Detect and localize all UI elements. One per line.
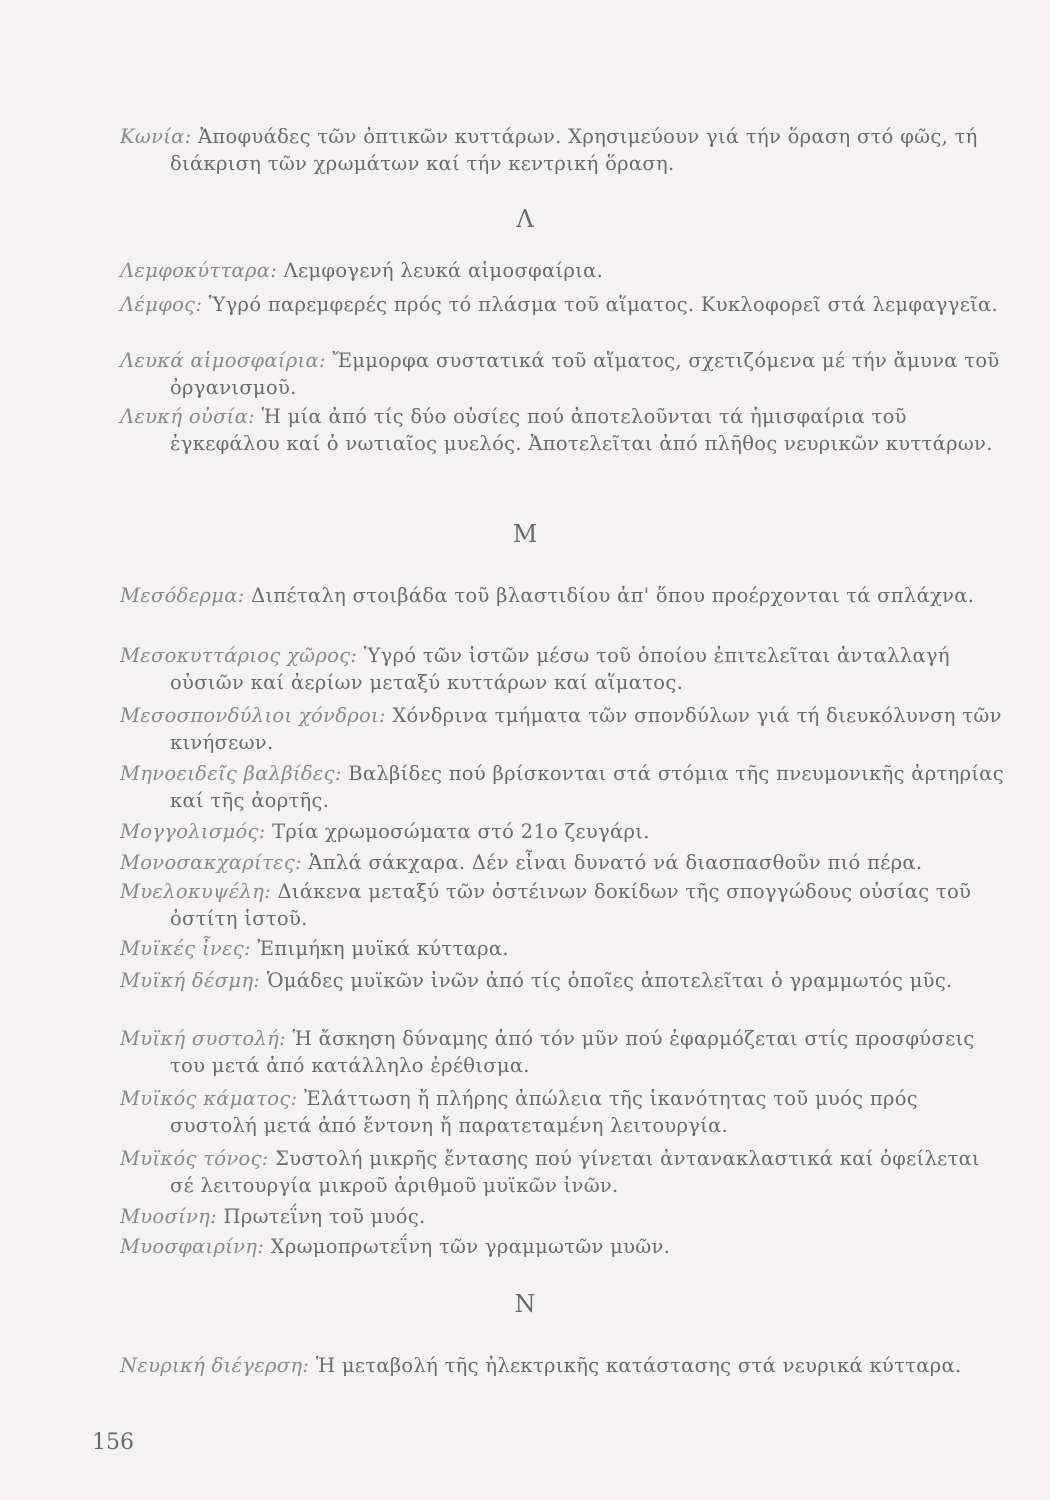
entry-definition: Πρωτεΐνη τοῦ μυός. [223, 1205, 426, 1228]
glossary-entry [120, 1025, 1010, 1079]
entry-definition: Ἐλάττωση ἤ πλήρης ἀπώλεια τῆς ἱκανότητας τοῦ μυός πρός συστολή μετά ἀπό ἔντονη ἤ παρατεταμένη λειτουργία. [170, 1087, 918, 1137]
entry-definition: Τρία χρωμοσώματα στό 21ο ζευγάρι. [272, 820, 650, 843]
glossary-entry [120, 291, 1010, 318]
glossary-entry [120, 257, 1010, 284]
entry-term: Λέμφος: [120, 293, 203, 316]
entry-definition: Ἔμμορφα συστατικά τοῦ αἵματος, σχετιζόμενα μέ τήν ἄμυνα τοῦ ὀργανισμοῦ. [170, 349, 1000, 399]
entry-term: Μυοσίνη: [120, 1205, 218, 1228]
glossary-entry [120, 967, 1010, 994]
entry-definition: Συστολή μικρῆς ἔντασης πού γίνεται ἀντανακλαστικά καί ὀφείλεται σέ λειτουργία μικροῦ ἀριθμοῦ μυϊκῶν ἰνῶν. [170, 1147, 981, 1197]
glossary-entry [120, 123, 1010, 177]
entry-term: Μεσοσπονδύλιοι χόνδροι: [120, 704, 386, 727]
glossary-entry [120, 1085, 1010, 1139]
entry-definition: Ἡ ἄσκηση δύναμης ἀπό τόν μῦν πού ἐφαρμόζεται στίς προσφύσεις του μετά ἀπό κατάλληλο ἐρέθισμα. [170, 1027, 975, 1077]
glossary-entry [120, 1233, 1010, 1260]
entry-definition: Ὑγρό τῶν ἱστῶν μέσω τοῦ ὁποίου ἐπιτελεῖται ἀνταλλαγή οὐσιῶν καί ἀερίων μεταξύ κυττάρων καί αἵματος. [170, 644, 950, 694]
entry-term: Μεσοκυττάριος χῶρος: [120, 644, 358, 667]
glossary-entry [120, 1203, 1010, 1230]
glossary-entry [120, 818, 1010, 845]
section-letter: Ν [514, 1290, 536, 1318]
page-number: 156 [92, 1430, 134, 1455]
glossary-entry [120, 760, 1010, 814]
section-letter: Λ [516, 205, 534, 233]
glossary-entry [120, 642, 1010, 696]
entry-definition: Ὁμάδες μυϊκῶν ἰνῶν ἀπό τίς ὁποῖες ἀποτελεῖται ὁ γραμμωτός μῦς. [266, 969, 953, 992]
entry-term: Μυϊκός τόνος: [120, 1147, 269, 1170]
entry-term: Λεμφοκύτταρα: [120, 259, 278, 282]
section-letter: Μ [512, 520, 538, 548]
glossary-entry [120, 1352, 1010, 1379]
entry-definition: Χόνδρινα τμήματα τῶν σπονδύλων γιά τή διευκόλυνση τῶν κινήσεων. [170, 704, 1002, 754]
entry-term: Λευκά αἱμοσφαίρια: [120, 349, 326, 372]
entry-term: Μονοσακχαρίτες: [120, 851, 302, 874]
entry-term: Μυϊκή συστολή: [120, 1027, 286, 1050]
entry-definition: Βαλβίδες πού βρίσκονται στά στόμια τῆς πνευμονικῆς ἀρτηρίας καί τῆς ἀορτῆς. [170, 762, 1004, 812]
entry-term: Μυϊκή δέσμη: [120, 969, 261, 992]
entry-definition: Λεμφογενή λευκά αἱμοσφαίρια. [283, 259, 604, 282]
entry-definition: Ἁπλά σάκχαρα. Δέν εἶναι δυνατό νά διασπασθοῦν πιό πέρα. [308, 851, 923, 874]
glossary-entry [120, 702, 1010, 756]
glossary-entry [120, 582, 1010, 609]
glossary-entry [120, 849, 1010, 876]
glossary-entry [120, 403, 1010, 457]
entry-term: Μυελοκυψέλη: [120, 880, 271, 903]
entry-term: Κωνία: [120, 125, 192, 148]
glossary-entry [120, 1145, 1010, 1199]
glossary-entry [120, 347, 1010, 401]
entry-term: Μυοσφαιρίνη: [120, 1235, 265, 1258]
entry-term: Μυϊκές ἶνες: [120, 937, 251, 960]
entry-term: Λευκή οὐσία: [120, 405, 255, 428]
entry-definition: Χρωμοπρωτεΐνη τῶν γραμμωτῶν μυῶν. [270, 1235, 671, 1258]
entry-definition: Ἡ μία ἀπό τίς δύο οὐσίες πού ἀποτελοῦνται τά ἡμισφαίρια τοῦ ἐγκεφάλου καί ὁ νωτιαῖος μυελός. Ἀποτελεῖται ἀπό πλῆθος νευρικῶν κυττάρων. [170, 405, 993, 455]
entry-definition: Διπέταλη στοιβάδα τοῦ βλαστιδίου ἀπ' ὅπου προέρχονται τά σπλάχνα. [251, 584, 975, 607]
entry-definition: Ἐπιμήκη μυϊκά κύτταρα. [257, 937, 509, 960]
entry-definition: Ἡ μεταβολή τῆς ἠλεκτρικῆς κατάστασης στά νευρικά κύτταρα. [315, 1354, 962, 1377]
entry-definition: Ἀποφυάδες τῶν ὀπτικῶν κυττάρων. Χρησιμεύουν γιά τήν ὅραση στό φῶς, τή διάκριση τῶν χρωμάτων καί τήν κεντρική ὅραση. [170, 125, 978, 175]
entry-definition: Διάκενα μεταξύ τῶν ὀστέινων δοκίδων τῆς σπογγώδους οὐσίας τοῦ ὀστίτη ἱστοῦ. [170, 880, 972, 930]
entry-term: Μογγολισμός: [120, 820, 266, 843]
entry-term: Νευρική διέγερση: [120, 1354, 310, 1377]
entry-term: Μυϊκός κάματος: [120, 1087, 298, 1110]
glossary-entry [120, 878, 1010, 932]
entry-term: Μεσόδερμα: [120, 584, 245, 607]
entry-term: Μηνοειδεῖς βαλβίδες: [120, 762, 342, 785]
glossary-entry [120, 935, 1010, 962]
entry-definition: Ὑγρό παρεμφερές πρός τό πλάσμα τοῦ αἵματος. Κυκλοφορεῖ στά λεμφαγγεῖα. [208, 293, 999, 316]
